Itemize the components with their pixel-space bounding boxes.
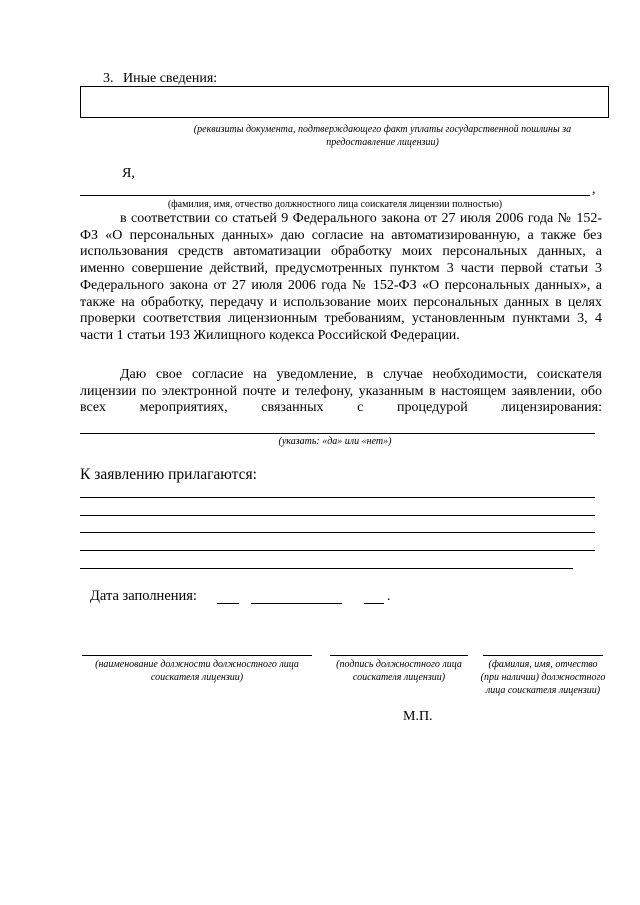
date-dot: . — [387, 589, 391, 604]
section-title: Иные сведения: — [123, 71, 218, 86]
consent-paragraph: в соответствии со статьей 9 Федерального закона от 27 июля 2006 года № 152-ФЗ «О персональных данных» даю согласие на автоматизированную, а также без использования средств автоматизации обработку моих персональных данных, а именно совершение действий, предусмотренных пунктом 3 части первой статьи 3 Федерального закона от 27 июля 2006 года № 152-ФЗ «О персональных данных», а также на обработку, передачу и использование моих персональных данных в целях проверки соответствия лицензионным требованиям, установленным пунктами 3, 4 части 1 статьи 193 Жилищного кодекса Российской Федерации. — [80, 211, 602, 343]
date-label: Дата заполнения: — [90, 588, 197, 604]
attachments-title: К заявлению прилагаются: — [80, 466, 257, 483]
other-info-field[interactable] — [80, 86, 609, 118]
attachment-line[interactable] — [80, 497, 595, 498]
attachment-line[interactable] — [80, 550, 595, 551]
name-comma: , — [592, 182, 596, 197]
position-hint: (наименование должности должностного лица соискателя лицензии) — [95, 659, 299, 683]
payment-document-hint: (реквизиты документа, подтверждающего факт уплаты государственной пошлины за предоставление лицензии) — [193, 124, 572, 148]
attachment-line[interactable] — [80, 532, 595, 533]
full-name-line[interactable] — [80, 195, 590, 196]
date-year-line[interactable] — [364, 603, 384, 604]
attachment-line[interactable] — [80, 515, 595, 516]
section-number: 3. — [103, 71, 114, 86]
date-month-line[interactable] — [251, 603, 342, 604]
full-name-hint: (фамилия, имя, отчество должностного лица соискателя лицензии полностью) — [167, 199, 503, 210]
ya-label: Я, — [122, 166, 135, 181]
yes-no-line[interactable] — [80, 433, 595, 434]
yes-no-hint: (указать: «да» или «нет») — [278, 436, 392, 447]
signature-line[interactable] — [330, 655, 468, 656]
date-day-line[interactable] — [217, 603, 239, 604]
signer-name-line[interactable] — [483, 655, 603, 656]
signer-name-hint: (фамилия, имя, отчество (при наличии) должностного лица соискателя лицензии) — [480, 659, 606, 696]
stamp-label: М.П. — [403, 709, 433, 724]
attachment-line[interactable] — [80, 568, 573, 569]
signature-hint: (подпись должностного лица соискателя лицензии) — [336, 659, 462, 683]
position-line[interactable] — [82, 655, 312, 656]
notification-paragraph: Даю свое согласие на уведомление, в случае необходимости, соискателя лицензии по электронной почте и телефону, указанным в настоящем заявлении, обо всех мероприятиях, связанных с процедурой лицензирования: — [80, 367, 602, 416]
section-3-heading — [103, 70, 217, 87]
